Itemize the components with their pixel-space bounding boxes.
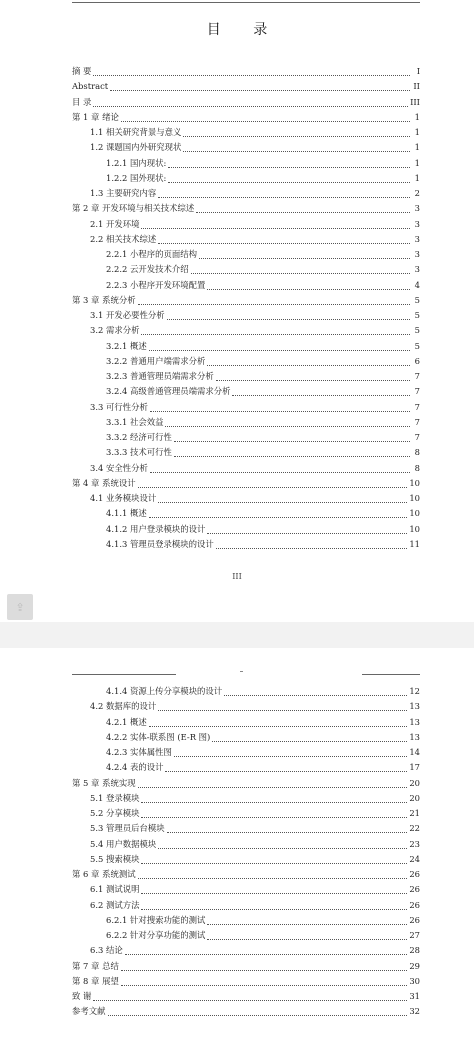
toc-entry-page: 14: [409, 747, 420, 758]
toc-list-page-2: [72, 684, 420, 1020]
toc-entry-page: 11: [409, 538, 420, 549]
toc-entry-page: 5: [414, 310, 420, 321]
toc-leader-dots: [141, 216, 410, 229]
toc-leader-dots: [149, 714, 408, 727]
toc-entry[interactable]: [72, 278, 420, 293]
toc-leader-dots: [165, 414, 410, 427]
toc-entry-page: 13: [409, 731, 420, 742]
toc-entry[interactable]: [72, 171, 420, 186]
toc-entry-page: II: [413, 81, 420, 92]
toc-entry-page: 21: [409, 808, 420, 819]
toc-entry[interactable]: [72, 125, 420, 140]
toc-leader-dots: [174, 744, 407, 757]
toc-entry-page: 5: [414, 340, 420, 351]
toc-title: 目 录: [206, 22, 282, 38]
toc-entry-page: 10: [409, 493, 420, 504]
toc-entry[interactable]: [72, 867, 420, 882]
toc-leader-dots: [141, 851, 407, 864]
toc-entry-page: 7: [414, 386, 420, 397]
toc-entry[interactable]: [72, 140, 420, 155]
toc-leader-dots: [149, 338, 410, 351]
toc-entry[interactable]: [72, 232, 420, 247]
toc-entry-title: 5.1 登录模块: [90, 792, 140, 803]
toc-entry[interactable]: [72, 928, 420, 943]
toc-entry-page: 10: [409, 523, 420, 534]
toc-entry-page: 1: [414, 127, 420, 138]
toc-entry-page: 22: [409, 823, 420, 834]
toc-entry-title: 第 5 章 系统实现: [72, 777, 136, 788]
toc-entry-title: 4.2 数据库的设计: [90, 701, 157, 712]
toc-entry-title: 4.1.1 概述: [106, 508, 147, 519]
toc-entry[interactable]: [72, 430, 420, 445]
toc-entry-page: 3: [414, 264, 420, 275]
toc-entry[interactable]: [72, 776, 420, 791]
toc-entry-page: 1: [414, 142, 420, 153]
toc-entry-title: 目 录: [72, 96, 92, 107]
toc-entry[interactable]: [72, 715, 420, 730]
toc-entry-title: 3.3.1 社会效益: [106, 416, 164, 427]
toc-leader-dots: [108, 1003, 408, 1016]
toc-leader-dots: [168, 155, 410, 168]
toc-entry[interactable]: [72, 217, 420, 232]
toc-leader-dots: [167, 820, 408, 833]
toc-entry[interactable]: [72, 186, 420, 201]
toc-entry-title: 5.3 管理员后台模块: [90, 823, 165, 834]
toc-leader-dots: [141, 897, 407, 910]
toc-entry[interactable]: [72, 354, 420, 369]
toc-entry-page: 7: [414, 416, 420, 427]
toc-leader-dots: [167, 307, 410, 320]
toc-leader-dots: [207, 927, 407, 940]
toc-entry-page: 6: [414, 355, 420, 366]
toc-entry[interactable]: [72, 415, 420, 430]
toc-entry-title: 2.2.1 小程序的页面结构: [106, 249, 197, 260]
toc-entry[interactable]: [72, 369, 420, 384]
share-button[interactable]: [7, 594, 33, 620]
toc-entry-page: 26: [409, 869, 420, 880]
toc-entry-title: 3.3.2 经济可行性: [106, 432, 172, 443]
share-icon: ⇪: [15, 600, 25, 614]
toc-entry-page: 32: [409, 1006, 420, 1017]
toc-entry[interactable]: [72, 537, 420, 552]
toc-leader-dots: [138, 475, 408, 488]
toc-entry[interactable]: [72, 730, 420, 745]
toc-leader-dots: [216, 368, 410, 381]
toc-entry-title: 第 7 章 总结: [72, 960, 119, 971]
toc-entry-page: 13: [409, 716, 420, 727]
toc-entry[interactable]: [72, 247, 420, 262]
toc-entry-page: 3: [414, 233, 420, 244]
toc-entry-title: 1.3 主要研究内容: [90, 188, 157, 199]
toc-leader-dots: [174, 444, 410, 457]
toc-entry[interactable]: [72, 262, 420, 277]
toc-leader-dots: [199, 246, 410, 259]
toc-entry-title: 3.1 开发必要性分析: [90, 310, 165, 321]
toc-leader-dots: [165, 759, 407, 772]
toc-entry-title: 4.2.3 实体属性图: [106, 747, 172, 758]
toc-entry[interactable]: [72, 476, 420, 491]
header-rule-right: [362, 674, 420, 675]
toc-entry-title: 6.2.1 针对搜索功能的测试: [106, 914, 206, 925]
toc-entry[interactable]: [72, 201, 420, 216]
toc-entry[interactable]: [72, 323, 420, 338]
header-mark: [240, 671, 243, 672]
toc-entry-page: 28: [409, 945, 420, 956]
toc-entry-title: 致 谢: [72, 991, 92, 1002]
toc-entry-title: 第 2 章 开发环境与相关技术综述: [72, 203, 195, 214]
toc-leader-dots: [138, 292, 410, 305]
toc-entry[interactable]: [72, 461, 420, 476]
toc-entry-title: Abstract: [72, 81, 109, 92]
toc-entry[interactable]: [72, 959, 420, 974]
toc-entry[interactable]: [72, 156, 420, 171]
toc-entry[interactable]: [72, 684, 420, 699]
toc-entry-page: 20: [409, 792, 420, 803]
toc-entry-page: 13: [409, 701, 420, 712]
toc-entry[interactable]: [72, 852, 420, 867]
toc-leader-dots: [174, 429, 410, 442]
toc-entry-title: 5.5 搜索模块: [90, 853, 140, 864]
toc-entry-page: 3: [414, 203, 420, 214]
toc-entry[interactable]: [72, 898, 420, 913]
toc-entry-title: 2.2.3 小程序开发环境配置: [106, 279, 206, 290]
toc-entry-title: 4.1.3 管理员登录模块的设计: [106, 538, 214, 549]
toc-entry-title: 1.2 课题国内外研究现状: [90, 142, 182, 153]
toc-entry[interactable]: [72, 384, 420, 399]
toc-entry-title: 2.2.2 云开发技术介绍: [106, 264, 189, 275]
toc-entry[interactable]: [72, 806, 420, 821]
toc-entry-title: 第 4 章 系统设计: [72, 477, 136, 488]
toc-entry-title: 4.1.2 用户登录模块的设计: [106, 523, 206, 534]
toc-entry[interactable]: [72, 974, 420, 989]
toc-entry-page: 1: [414, 157, 420, 168]
toc-entry-page: I: [416, 66, 420, 77]
toc-entry[interactable]: [72, 339, 420, 354]
toc-entry-title: 摘 要: [72, 66, 92, 77]
toc-leader-dots: [191, 261, 410, 274]
toc-entry-title: 1.2.1 国内现状:: [106, 157, 167, 168]
toc-entry-page: 8: [414, 462, 420, 473]
toc-entry-title: 5.2 分享模块: [90, 808, 140, 819]
toc-entry[interactable]: [72, 1004, 420, 1019]
toc-entry-title: 3.2.1 概述: [106, 340, 147, 351]
toc-entry-page: III: [410, 96, 420, 107]
toc-entry[interactable]: [72, 522, 420, 537]
toc-entry-title: 1.1 相关研究背景与意义: [90, 127, 182, 138]
toc-entry-title: 参考文献: [72, 1006, 106, 1017]
toc-entry[interactable]: [72, 821, 420, 836]
toc-entry[interactable]: [72, 95, 420, 110]
toc-leader-dots: [207, 521, 407, 534]
toc-entry-title: 3.3 可行性分析: [90, 401, 148, 412]
toc-leader-dots: [121, 973, 408, 986]
toc-leader-dots: [212, 729, 407, 742]
toc-leader-dots: [168, 170, 410, 183]
toc-entry[interactable]: [72, 491, 420, 506]
toc-entry[interactable]: [72, 745, 420, 760]
toc-leader-dots: [158, 490, 407, 503]
toc-entry-page: 1: [414, 172, 420, 183]
toc-entry-page: 31: [409, 991, 420, 1002]
toc-entry-title: 第 1 章 绪论: [72, 111, 119, 122]
toc-entry[interactable]: [72, 308, 420, 323]
header-rule: [72, 2, 420, 3]
toc-leader-dots: [158, 698, 407, 711]
toc-leader-dots: [150, 399, 410, 412]
header-rule-left: [72, 674, 176, 675]
toc-entry-page: 24: [409, 853, 420, 864]
toc-leader-dots: [121, 109, 410, 122]
toc-leader-dots: [141, 322, 410, 335]
toc-leader-dots: [183, 124, 410, 137]
toc-entry[interactable]: [72, 400, 420, 415]
toc-leader-dots: [207, 912, 407, 925]
toc-entry-title: 3.2 需求分析: [90, 325, 140, 336]
toc-entry-title: 1.2.2 国外现状:: [106, 172, 167, 183]
toc-leader-dots: [93, 988, 407, 1001]
toc-entry-page: 7: [414, 432, 420, 443]
toc-leader-dots: [232, 383, 410, 396]
toc-entry-page: 23: [409, 838, 420, 849]
toc-leader-dots: [216, 536, 408, 549]
toc-entry-title: 6.3 结论: [90, 945, 123, 956]
toc-leader-dots: [183, 139, 410, 152]
toc-entry[interactable]: [72, 445, 420, 460]
toc-entry-title: 第 3 章 系统分析: [72, 294, 136, 305]
toc-entry-title: 第 8 章 展望: [72, 975, 119, 986]
toc-leader-dots: [158, 836, 407, 849]
toc-leader-dots: [224, 683, 407, 696]
toc-entry-page: 5: [414, 325, 420, 336]
toc-entry-page: 4: [414, 279, 420, 290]
toc-entry-page: 5: [414, 294, 420, 305]
toc-leader-dots: [93, 94, 408, 107]
toc-entry-title: 4.2.4 表的设计: [106, 762, 164, 773]
toc-entry[interactable]: [72, 64, 420, 79]
toc-entry-page: 20: [409, 777, 420, 788]
toc-leader-dots: [93, 63, 410, 76]
toc-entry[interactable]: [72, 882, 420, 897]
toc-entry[interactable]: [72, 293, 420, 308]
toc-entry-title: 4.1 业务模块设计: [90, 493, 157, 504]
toc-leader-dots: [158, 185, 410, 198]
toc-entry-page: 27: [409, 930, 420, 941]
toc-leader-dots: [149, 505, 408, 518]
toc-entry[interactable]: [72, 110, 420, 125]
toc-entry-title: 3.2.4 高级普通管理员端需求分析: [106, 386, 231, 397]
toc-entry-page: 26: [409, 884, 420, 895]
toc-entry-page: 30: [409, 975, 420, 986]
toc-leader-dots: [125, 942, 408, 955]
toc-leader-dots: [138, 866, 408, 879]
toc-entry[interactable]: [72, 79, 420, 94]
toc-entry-title: 5.4 用户数据模块: [90, 838, 157, 849]
toc-entry-title: 第 6 章 系统测试: [72, 869, 136, 880]
toc-entry-title: 3.3.3 技术可行性: [106, 447, 172, 458]
toc-entry-page: 7: [414, 371, 420, 382]
toc-entry[interactable]: [72, 913, 420, 928]
toc-entry-page: 29: [409, 960, 420, 971]
toc-entry[interactable]: [72, 506, 420, 521]
toc-entry-page: 10: [409, 477, 420, 488]
toc-list-page-1: [72, 64, 420, 552]
toc-entry[interactable]: [72, 699, 420, 714]
toc-leader-dots: [141, 805, 407, 818]
toc-leader-dots: [150, 460, 410, 473]
toc-entry-title: 4.2.2 实体-联系图 (E-R 图): [106, 731, 211, 742]
toc-entry-title: 6.1 测试说明: [90, 884, 140, 895]
toc-entry-page: 8: [414, 447, 420, 458]
toc-entry-title: 2.1 开发环境: [90, 218, 140, 229]
toc-entry[interactable]: [72, 943, 420, 958]
toc-entry-page: 12: [409, 686, 420, 697]
page-number: III: [232, 572, 242, 581]
toc-entry-title: 3.4 安全性分析: [90, 462, 148, 473]
toc-entry-page: 26: [409, 914, 420, 925]
toc-leader-dots: [207, 353, 410, 366]
toc-entry-page: 26: [409, 899, 420, 910]
toc-leader-dots: [207, 277, 410, 290]
toc-entry[interactable]: [72, 760, 420, 775]
toc-leader-dots: [110, 78, 410, 91]
toc-leader-dots: [196, 200, 410, 213]
toc-entry[interactable]: [72, 989, 420, 1004]
toc-entry-page: 7: [414, 401, 420, 412]
toc-entry-title: 3.2.3 普通管理员端需求分析: [106, 371, 214, 382]
toc-entry-page: 2: [414, 188, 420, 199]
toc-leader-dots: [141, 790, 407, 803]
toc-entry-page: 17: [409, 762, 420, 773]
toc-entry-title: 4.1.4 资源上传分享模块的设计: [106, 686, 223, 697]
toc-entry-title: 2.2 相关技术综述: [90, 233, 157, 244]
toc-leader-dots: [141, 881, 407, 894]
toc-entry-title: 6.2.2 针对分享功能的测试: [106, 930, 206, 941]
toc-entry-page: 3: [414, 218, 420, 229]
toc-leader-dots: [158, 231, 410, 244]
toc-entry-title: 3.2.2 普通用户端需求分析: [106, 355, 206, 366]
toc-entry[interactable]: [72, 837, 420, 852]
toc-entry-page: 1: [414, 111, 420, 122]
toc-entry-title: 4.2.1 概述: [106, 716, 147, 727]
toc-entry[interactable]: [72, 791, 420, 806]
toc-entry-page: 3: [414, 249, 420, 260]
toc-entry-title: 6.2 测试方法: [90, 899, 140, 910]
toc-entry-page: 10: [409, 508, 420, 519]
toc-leader-dots: [121, 958, 408, 971]
toc-leader-dots: [138, 775, 408, 788]
